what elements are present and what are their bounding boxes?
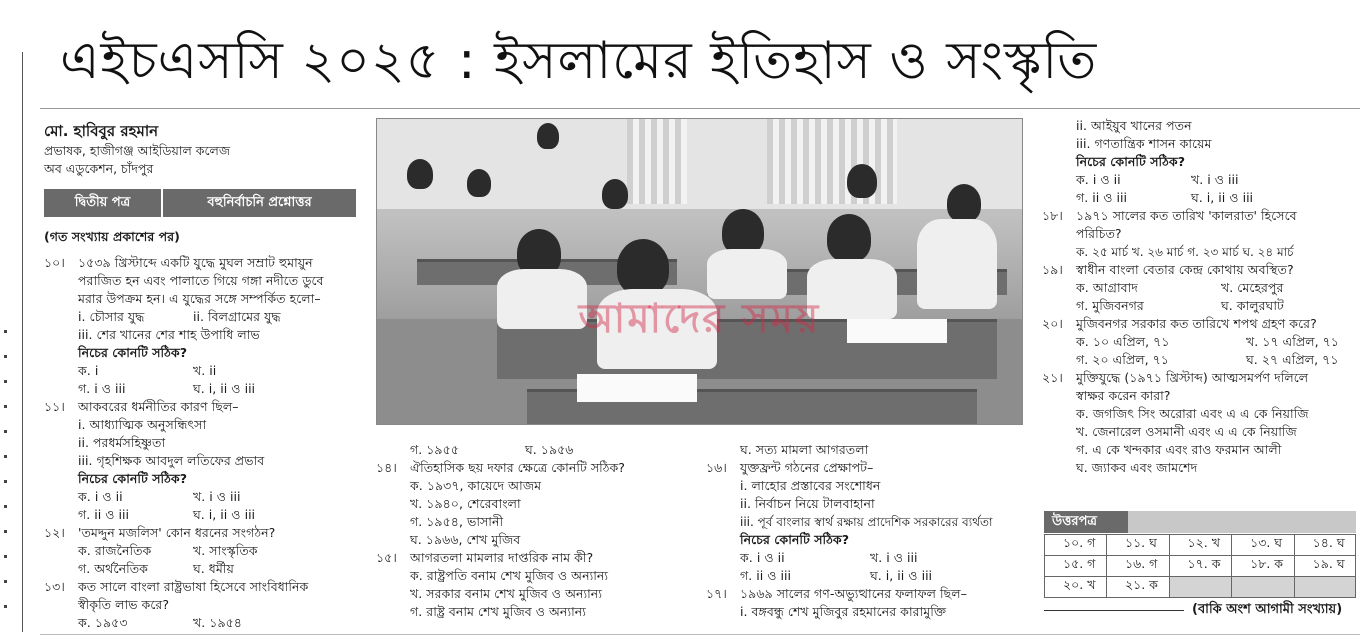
option: ক. ১৯৩৭, কায়েদে আজম: [410, 478, 542, 493]
option: গ. এ কে খন্দকার এবং রাও ফরমান আলী: [1076, 442, 1282, 457]
option: গ. ১৯৫৫: [410, 442, 459, 457]
question-11: [44, 398, 364, 416]
question-text: কত সালে বাংলা রাষ্ট্রভাষা হিসেবে সাংবিধানিক: [78, 579, 309, 594]
question-number: ১২।: [44, 525, 65, 540]
answer-cell: ২০. খ: [1045, 577, 1107, 598]
option: ঘ. i, ii ও iii: [193, 381, 256, 396]
title-divider: [40, 108, 1360, 109]
option: ঘ. সত্য মামলা আগরতলা: [740, 442, 869, 457]
photo-window: [627, 119, 687, 204]
question-text: ১৯৬৯ সালের গণ-অভ্যুত্থানের ফলাফল ছিল–: [740, 586, 967, 601]
question-text: মুজিবনগর সরকার কত তারিখে শপথ গ্রহণ করে?: [1076, 316, 1317, 331]
question-10: [44, 254, 364, 272]
column-1: [44, 228, 364, 632]
statement-row: [44, 308, 364, 326]
answer-row: [1045, 556, 1356, 577]
question-number: ১৬।: [706, 460, 727, 475]
question-13: [44, 578, 364, 596]
option: ক. রাষ্ট্রপতি বনাম শেখ মুজিব ও অন্যান্য: [410, 568, 609, 583]
question-number: ১৫।: [376, 550, 397, 565]
question-text: 'তমদ্দুন মজলিস' কোন ধরনের সংগঠন?: [78, 525, 276, 540]
option-row: [376, 441, 706, 459]
answer-cell: ১৩. ঘ: [1232, 535, 1295, 556]
question-text: ঐতিহাসিক ছয় দফার ক্ষেত্রে কোনটি সঠিক?: [410, 460, 625, 475]
question-text-cont: পরাজিত হন এবং পালাতে গিয়ে গঙ্গা নদীতে ডুবে: [78, 273, 324, 288]
question-type-label: বহুনির্বাচনি প্রশ্নোত্তর: [207, 194, 312, 210]
question-number: ১৪।: [376, 460, 397, 475]
statement: iii. পূর্ব বাংলার স্বার্থ রক্ষায় প্রাদেশিক সরকারের ব্যর্থতা: [740, 515, 993, 529]
question-14: [376, 459, 706, 477]
choice-prompt: নিচের কোনটি সঠিক?: [78, 345, 187, 360]
statement: ii. নির্বাচন নিয়ে টালবাহানা: [740, 496, 875, 511]
photo-student: [407, 159, 433, 189]
photo-student: [602, 179, 628, 209]
statement: iii. গণতান্ত্রিক শাসন কায়েম: [1076, 136, 1212, 151]
option-row: [44, 560, 364, 578]
statement: ii. বিলগ্রামের যুদ্ধ: [193, 309, 281, 324]
option: ক. i ও ii: [1076, 172, 1121, 187]
option: খ. জেনারেল ওসমানী এবং এ এ কে নিয়াজি: [1076, 424, 1297, 439]
option: খ. ১৯৫৪: [193, 615, 242, 630]
previous-note: (গত সংখ্যায় প্রকাশের পর): [44, 229, 180, 244]
option: ঘ. i, ii ও iii: [870, 568, 933, 583]
question-number: ১১।: [44, 399, 65, 414]
answer-cell: ১৫. গ: [1045, 556, 1107, 577]
answer-cell: ১২. খ: [1169, 535, 1232, 556]
statement: i. চৌসার যুদ্ধ: [78, 309, 145, 324]
choice-prompt: নিচের কোনটি সঠিক?: [78, 471, 187, 486]
option-row: ক. ২৫ মার্চ খ. ২৬ মার্চ গ. ২৩ মার্চ ঘ. ২৪ মার্চ: [1076, 245, 1294, 259]
option: ঘ. i, ii ও iii: [193, 507, 256, 522]
option-row: [1042, 351, 1362, 369]
option: ঘ. জ্যাকব এবং জামশেদ: [1076, 460, 1198, 475]
option-row: [1042, 189, 1362, 207]
question-16: [706, 459, 1036, 477]
statement: iii. শের খানের শের শাহ উপাধি লাভ: [78, 327, 260, 342]
question-number: ১৮।: [1042, 208, 1063, 223]
question-text-cont: স্বাক্ষর করেন কারা?: [1076, 388, 1171, 403]
option: খ. ১৯৪০, শেরেবাংলা: [410, 496, 521, 511]
option-row: [706, 549, 1036, 567]
column-4: [1042, 117, 1362, 477]
option: গ. ১৯৫৪, ভাসানী: [410, 514, 504, 529]
statement: i. আধ্যাত্মিক অনুসন্ধিৎসা: [78, 417, 207, 432]
answer-sheet-heading: উত্তরপত্র: [1044, 511, 1128, 533]
left-margin-marks: [2, 330, 10, 630]
exam-hall-photo: [376, 118, 1023, 425]
question-number: ১৯।: [1042, 262, 1063, 277]
bottom-divider: [40, 634, 1360, 635]
choice-prompt: নিচের কোনটি সঠিক?: [1076, 154, 1185, 169]
option-row: [44, 614, 364, 632]
option-row: [1042, 333, 1362, 351]
question-number: ২১।: [1042, 370, 1063, 385]
option: গ. ii ও iii: [78, 507, 130, 522]
statement: ii. আইয়ুব খানের পতন: [1076, 118, 1192, 133]
question-number: ২০।: [1042, 316, 1063, 331]
answer-cell: ১৬. গ: [1106, 556, 1169, 577]
question-number: ১৭।: [706, 586, 727, 601]
option-row: [44, 380, 364, 398]
continued-text: (বাকি অংশ আগামী সংখ্যায়): [1192, 602, 1343, 617]
option-row: [44, 506, 364, 524]
option-row: [1042, 279, 1362, 297]
question-number: ১৩।: [44, 579, 65, 594]
option: ঘ. ১৯৬৬, শেখ মুজিব: [410, 532, 521, 547]
photo-student: [827, 214, 871, 262]
option: ক. i ও ii: [740, 550, 785, 565]
answer-table: [1044, 534, 1356, 598]
question-text-cont: মরার উপক্রম হন। এ যুদ্ধের সঙ্গে সম্পর্কিত হলো–: [78, 291, 321, 306]
question-text: যুক্তফ্রন্ট গঠনের প্রেক্ষাপট–: [740, 460, 874, 475]
answer-cell-empty: [1169, 577, 1232, 598]
question-text: আগরতলা মামলার দাপ্তরিক নাম কী?: [410, 550, 594, 565]
option: গ. ২০ এপ্রিল, ৭১: [1076, 352, 1169, 367]
left-column-rule: [22, 52, 23, 632]
continued-rule: [1044, 610, 1184, 611]
option: খ. সাংস্কৃতিক: [193, 543, 258, 558]
question-text: ১৯৭১ সালের কত তারিখ 'কালরাত' হিসেবে: [1076, 208, 1297, 223]
statement: ii. পরধর্মসহিষ্ণুতা: [78, 435, 166, 450]
option: ক. ১০ এপ্রিল, ৭১: [1076, 334, 1170, 349]
answer-cell: ১৭. ক: [1169, 556, 1232, 577]
option: ঘ. কালুরঘাট: [1221, 298, 1284, 313]
answer-row: [1045, 577, 1356, 598]
photo-teacher: [537, 123, 559, 149]
answer-sheet-heading-bar: [1128, 511, 1356, 533]
answer-cell-empty: [1232, 577, 1295, 598]
option: খ. i ও iii: [870, 550, 918, 565]
option: ঘ. ২৭ এপ্রিল, ৭১: [1246, 352, 1339, 367]
photo-student: [467, 169, 491, 197]
author-organization: অব এডুকেশন, চাঁদপুর: [44, 161, 154, 176]
photo-answer-sheet: [577, 374, 697, 402]
option: খ. সরকার বনাম শেখ মুজিব ও অন্যান্য: [410, 586, 602, 601]
option: খ. মেহেরপুর: [1221, 280, 1284, 295]
question-20: [1042, 315, 1362, 333]
author-block: [44, 120, 364, 178]
option: ক. রাজনৈতিক: [78, 543, 152, 558]
question-17: [706, 585, 1036, 603]
option: গ. i ও iii: [78, 381, 126, 396]
question-text: মুক্তিযুদ্ধে (১৯৭১ খ্রিস্টাব্দ) আত্মসমর্পণ দলিলে: [1076, 370, 1309, 385]
choice-prompt: নিচের কোনটি সঠিক?: [740, 532, 849, 547]
question-21: [1042, 369, 1362, 387]
statement: i. বঙ্গবন্ধু শেখ মুজিবুর রহমানের কারামুক্তি: [740, 604, 947, 619]
option: ঘ. i, ii ও iii: [1191, 190, 1254, 205]
option-row: [44, 362, 364, 380]
answer-cell: ১১. ঘ: [1106, 535, 1169, 556]
question-text: স্বাধীন বাংলা বেতার কেন্দ্র কোথায় অবস্থিত?: [1076, 262, 1294, 277]
option: গ. ii ও iii: [1076, 190, 1128, 205]
option: গ. ii ও iii: [740, 568, 792, 583]
option: ক. জগজিৎ সিং অরোরা এবং এ এ কে নিয়াজি: [1076, 406, 1309, 421]
author-name: মো. হাবিবুর রহমান: [44, 122, 159, 140]
answer-cell: ১৮. ক: [1232, 556, 1295, 577]
answer-cell: ১০. গ: [1045, 535, 1107, 556]
option: খ. ii: [193, 363, 217, 378]
answer-row: [1045, 535, 1356, 556]
question-19: [1042, 261, 1362, 279]
column-2: [376, 441, 706, 621]
paper-label: দ্বিতীয় পত্র: [44, 189, 163, 217]
option: ঘ. ১৯৫৬: [525, 442, 574, 457]
continued-note: [1044, 600, 1356, 621]
option-row: [1042, 297, 1362, 315]
question-18: [1042, 207, 1362, 225]
answer-cell: ১৯. ঘ: [1294, 556, 1355, 577]
option: ঘ. ধর্মীয়: [193, 561, 234, 576]
option: গ. রাষ্ট্র বনাম শেখ মুজিব ও অন্যান্য: [410, 604, 586, 619]
paper-banner: [44, 189, 356, 217]
option: ক. আগ্রাবাদ: [1076, 280, 1138, 295]
answer-cell: ১৪. ঘ: [1294, 535, 1355, 556]
option: ক. i ও ii: [78, 489, 123, 504]
option-row: [44, 488, 364, 506]
statement: i. লাহোর প্রস্তাবের সংশোধন: [740, 478, 881, 493]
option-row: [706, 567, 1036, 585]
author-designation: প্রভাষক, হাজীগঞ্জ আইডিয়াল কলেজ: [44, 143, 231, 158]
question-text-cont: পরিচিত?: [1076, 226, 1122, 241]
option-row: [44, 542, 364, 560]
option: খ. ১৭ এপ্রিল, ৭১: [1246, 334, 1339, 349]
column-3: [706, 441, 1036, 621]
photo-student: [847, 164, 877, 198]
option: ক. i: [78, 363, 99, 378]
photo-watermark: আমাদের সময়: [578, 296, 821, 342]
option: খ. i ও iii: [1191, 172, 1239, 187]
option-row: [1042, 171, 1362, 189]
question-number: ১০।: [44, 255, 65, 270]
question-text: ১৫৩৯ খ্রিস্টাব্দে একটি যুদ্ধে মুঘল সম্রাট হুমায়ুন: [78, 255, 313, 270]
question-15: [376, 549, 706, 567]
option: ক. ১৯৫৩: [78, 615, 128, 630]
question-text: আকবরের ধর্মনীতির কারণ ছিল–: [78, 399, 239, 414]
question-text-cont: স্বীকৃতি লাভ করে?: [78, 597, 170, 612]
option: গ. অর্থনৈতিক: [78, 561, 148, 576]
photo-student: [947, 184, 981, 222]
photo-window: [767, 119, 897, 204]
option: গ. মুজিবনগর: [1076, 298, 1144, 313]
answer-cell-empty: [1294, 577, 1355, 598]
option: খ. i ও iii: [193, 489, 241, 504]
statement: iii. গৃহশিক্ষক আবদুল লতিফের প্রভাব: [78, 453, 265, 468]
question-12: [44, 524, 364, 542]
answer-cell: ২১. ক: [1106, 577, 1169, 598]
page-title: এইচএসসি ২০২৫ : ইসলামের ইতিহাস ও সংস্কৃতি: [60, 31, 1098, 91]
